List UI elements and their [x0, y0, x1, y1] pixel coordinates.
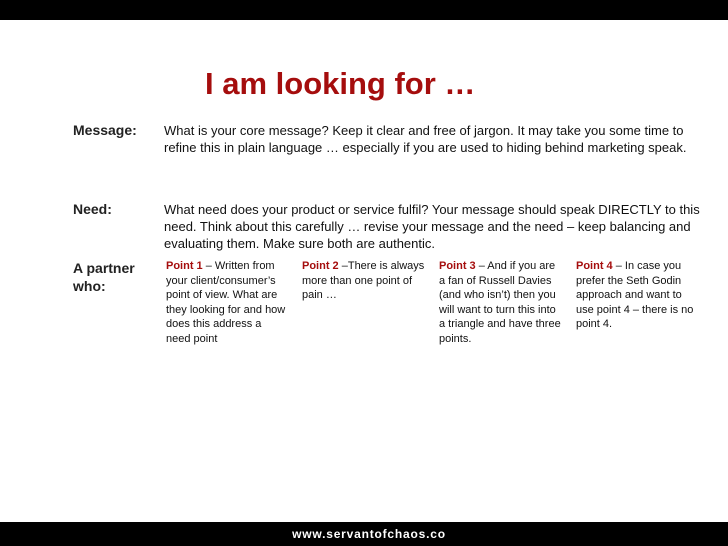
footer-url[interactable]: www.servantofchaos.co [292, 527, 446, 541]
footer-bar [0, 522, 728, 546]
point-1-text: – Written from your client/consumer’s point of view. What are they looking for and how does this address a need point [166, 260, 286, 345]
point-4-title: Point 4 [576, 260, 613, 272]
point-4-text: – In case you prefer the Seth Godin approach and want to use point 4 – there is no point 4. [576, 260, 694, 330]
slide-title: I am looking for … [205, 66, 476, 101]
point-3-text: – And if you are a fan of Russell Davies (and who isn’t) then you will want to turn this into a triangle and have three points. [439, 260, 561, 345]
message-text: What is your core message? Keep it clear and free of jargon. It may take you some time to refine this in plain language … especially if you are used to hiding behind marketing speak. [164, 123, 687, 155]
top-bar [0, 0, 728, 20]
need-text: What need does your product or service fulfil? Your message should speak DIRECTLY to this need. Think about this carefully … revise your message and the need – keep balancing and evaluating them. Make sure both are authentic. [164, 202, 700, 251]
point-1-title: Point 1 [166, 260, 203, 272]
need-label: Need: [73, 201, 112, 217]
point-2-text: –There is always more than one point of pain … [302, 260, 425, 301]
partner-label: A partner who: [73, 260, 135, 294]
point-3-title: Point 3 [439, 260, 476, 272]
point-2 [302, 259, 426, 303]
point-1 [166, 259, 288, 346]
message-label: Message: [73, 122, 137, 138]
point-3 [439, 259, 563, 346]
point-4 [576, 259, 700, 332]
point-2-title: Point 2 [302, 260, 339, 272]
